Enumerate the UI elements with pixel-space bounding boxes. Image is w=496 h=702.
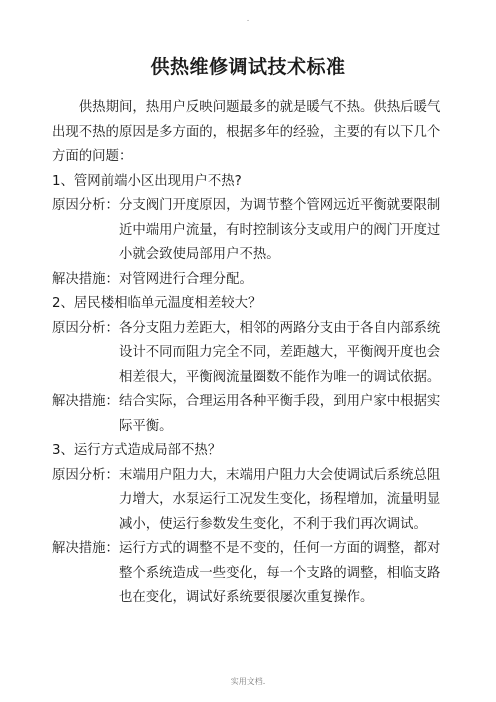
section-1-solution [52,268,450,293]
solution-text: 结合实际，合理运用各种平衡手段，到用户家中根据实际平衡。 [118,394,441,434]
cause-text: 末端用户阻力大，末端用户阻力大会使调试后系统总阻力增大，水泵运行工况发生变化，扬程增加，流量明显减小，使运行参数发生变化，不利于我们再次调试。 [118,467,441,532]
solution-text: 运行方式的调整不是不变的，任何一方面的调整，都对整个系统造成一些变化，每一个支路的调整，相临支路也在变化，调试好系统要很屡次重复操作。 [118,541,441,605]
solution-text: 对管网进行合理分配。 [118,271,253,287]
page-footer: 实用文档. [230,677,266,686]
solution-label: 解决措施： [52,541,119,556]
section-1-cause [52,194,450,268]
cause-label: 原因分析： [52,320,119,336]
top-mark: . [246,14,250,23]
solution-label: 解决措施： [52,394,119,409]
cause-label: 原因分析： [52,198,119,213]
document-title: 供热维修调试技术标准 [150,56,346,78]
section-2-solution [52,390,450,439]
intro-paragraph: 供热期间，热用户反映问题最多的就是暖气不热。供热后暖气出现不热的原因是多方面的，根据多年的经验，主要的有以下几个方面的问题： [52,100,441,164]
section-3-solution [52,537,450,611]
cause-label: 原因分析： [52,467,119,483]
section-3-heading: 3、运行方式造成局部不热？ [52,443,222,458]
section-3-cause [52,464,450,538]
section-2-heading: 2、居民楼相临单元温度相差较大？ [52,296,262,311]
section-2-cause [52,317,450,391]
cause-text: 各分支阻力差距大，相邻的两路分支由于各自内部系统设计不同而阻力完全不同，差距越大，平衡阀开度也会相差很大，平衡阀流量圈数不能作为唯一的调试依据。 [118,320,441,385]
document-body [52,96,450,611]
section-1-heading: 1、管网前端小区出现用户不热? [52,173,242,189]
cause-text: 分支阀门开度原因，为调节整个管网远近平衡就要限制近中端用户流量，有时控制该分支或用户的阀门开度过小就会致使局部用户不热。 [118,198,441,262]
solution-label: 解决措施： [52,271,119,287]
